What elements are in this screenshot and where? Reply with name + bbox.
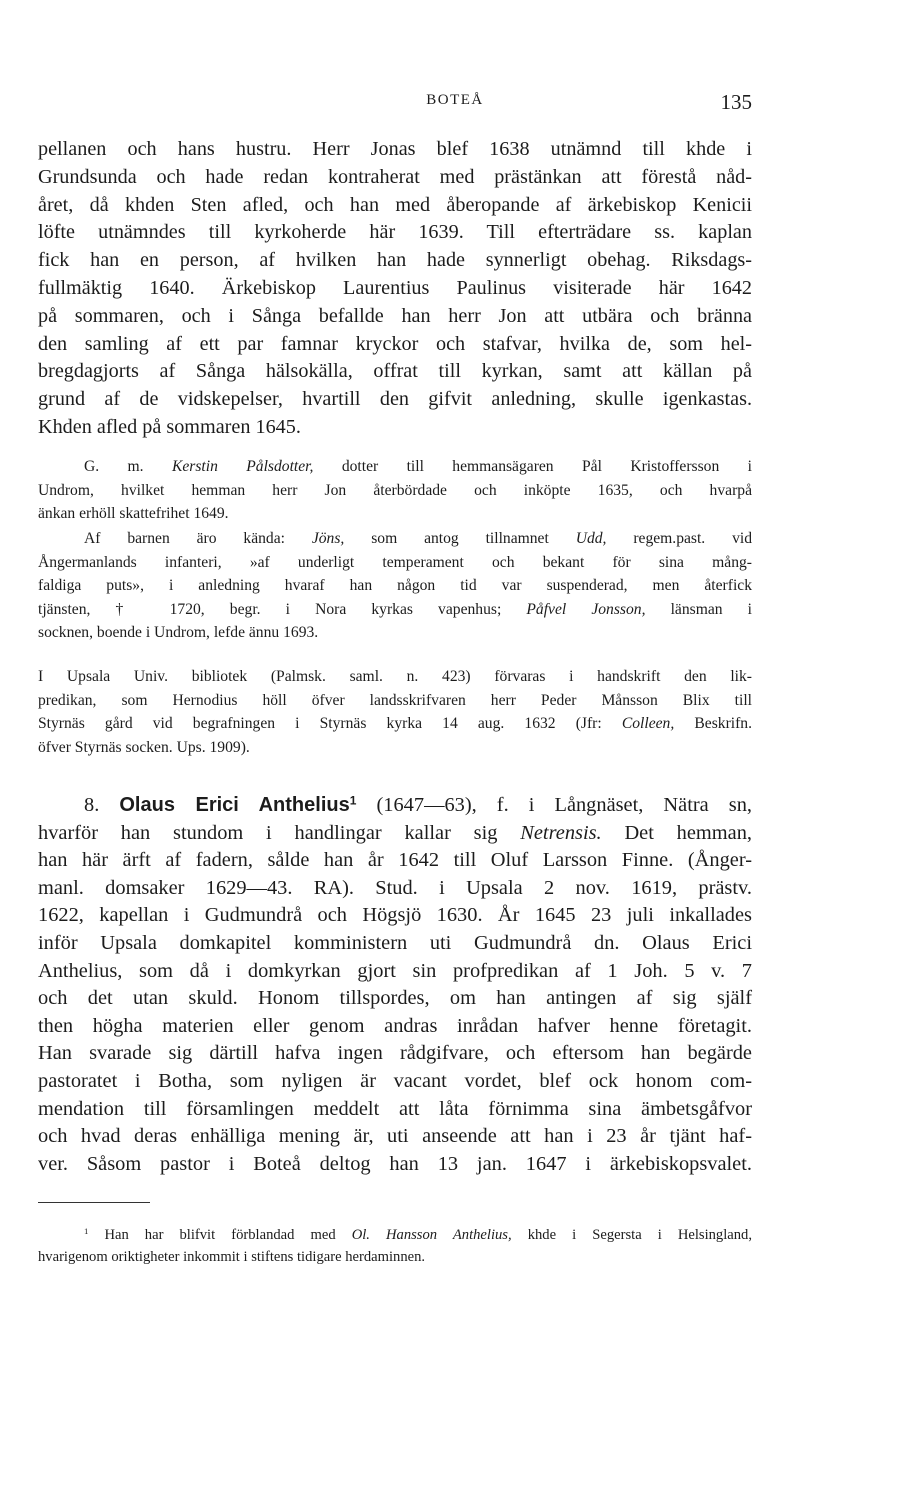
text-line: fick han en person, af hvilken han hade synnerligt obehag. Riksdags- — [38, 249, 752, 272]
text-line: G. m. Kerstin Pålsdotter, dotter till hemmansägaren Pål Kristoffersson i — [84, 458, 752, 475]
author-name: Colleen, — [621, 715, 675, 733]
library-paragraph — [38, 665, 752, 759]
text-line: Af barnen äro kända: Jöns, som antog tillnamnet Udd, regem.past. vid — [84, 530, 752, 547]
text-line: Grundsunda och hade redan kontraherat med prästänkan att förestå nåd- — [38, 165, 752, 188]
text-line: I Upsala Univ. bibliotek (Palmsk. saml. n. 423) förvaras i handskrift den lik- — [38, 668, 752, 685]
son-name: Jöns, — [311, 530, 345, 547]
running-header: BOTEÅ — [426, 92, 484, 108]
entry-heading-line: 8. Olaus Erici Anthelius$^1$ (1647—63), f. i Långnäset, Nätra sn, — [84, 793, 753, 816]
text-line: löfte utnämndes till kyrkoherde här 1639. Till efterträdare ss. kaplan — [38, 221, 752, 244]
entry-name: Olaus Erici Anthelius$^1$ — [119, 793, 357, 816]
footnote-mark: 1 — [349, 793, 357, 808]
text-line: socknen, boende i Undrom, lefde ännu 1693. — [38, 624, 319, 642]
text-line: mendation till församlingen meddelt att låta förnimma sina ämbetsgåfvor — [38, 1097, 752, 1120]
text-line: faldiga puts», i anledning hvaraf han någon tid var suspenderad, men återfick — [38, 577, 752, 595]
text-line: manl. domsaker 1629—43. RA). Stud. i Upsala 2 nov. 1619, prästv. — [38, 876, 752, 899]
text-line: bregdagjorts af Sånga hälsokälla, offrat till kyrkan, samt att källan på — [38, 360, 752, 383]
text-line: Anthelius, som då i domkyrkan gjort sin profpredikan af 1 Joh. 5 v. 7 — [38, 959, 752, 982]
text-line: then högha materien eller genom andras inrådan hafver henne företagit. — [38, 1014, 752, 1037]
text-line: och det utan skuld. Honom tillspordes, om han antingen af sig själf — [38, 987, 752, 1010]
marriage-paragraph — [38, 455, 752, 526]
text-line: på sommaren, och i Sånga befallde han herr Jon att utbära och bränna — [38, 304, 752, 327]
text-line: Khden afled på sommaren 1645. — [38, 415, 301, 438]
text-line: predikan, som Hernodius höll öfver landsskrifvaren herr Peder Månsson Blix till — [38, 691, 752, 709]
children-paragraph — [38, 527, 752, 645]
text-line: grund af de vidskepelser, hvartill den gifvit anledning, skulle igenkastas. — [38, 388, 752, 411]
text-line: han här ärft af fadern, sålde han år 1642 till Oluf Larsson Finne. (Ånger- — [38, 849, 752, 872]
text-line: $^1$ Han har blifvit förblandad med Ol. Hansson Anthelius, khde i Segersta i Helsingland, — [84, 1226, 753, 1243]
text-line: 1622, kapellan i Gudmundrå och Högsjö 1630. År 1645 23 juli inkallades — [38, 904, 752, 927]
text-line: fullmäktig 1640. Ärkebiskop Laurentius Paulinus visiterade här 1642 — [38, 276, 752, 299]
footnote — [38, 1224, 752, 1268]
text-line: hvarför han stundom i handlingar kallar sig Netrensis. Det hemman, — [38, 821, 752, 844]
text-line: pellanen och hans hustru. Herr Jonas blef 1638 utnämnd till khde i — [38, 138, 752, 160]
text-line: inför Upsala domkapitel komministern uti Gudmundrå dn. Olaus Erici — [38, 931, 752, 954]
entry-number: 8. — [84, 794, 100, 816]
text-line: Ångermanlands infanteri, »af underligt temperament och bekant för sina mång- — [38, 553, 752, 571]
text-line: öfver Styrnäs socken. Ups. 1909). — [38, 738, 250, 756]
text-line: året, då khden Sten afled, och han med åberopande af ärkebiskop Kenicii — [38, 193, 752, 216]
text-line: tjänsten, † 1720, begr. i Nora kyrkas vapenhus; Påfvel Jonsson, länsman i — [38, 600, 752, 618]
text-line: ver. Såsom pastor i Boteå deltog han 13 jan. 1647 i ärkebiskopsvalet. — [38, 1152, 752, 1175]
main-paragraph — [38, 136, 752, 442]
latin-name: Netrensis. — [520, 821, 602, 844]
son-name: Påfvel Jonsson, — [526, 600, 646, 618]
surname: Udd, — [575, 530, 607, 547]
text-line: pastoratet i Botha, som nyligen är vacant vordet, blef ock honom com- — [38, 1069, 752, 1092]
text-line: Undrom, hvilket hemman herr Jon återbördade och inköpte 1635, och hvarpå — [38, 481, 752, 499]
entry-paragraph — [38, 792, 752, 1178]
text-line: änkan erhöll skattefrihet 1649. — [38, 505, 229, 523]
wife-name: Kerstin Pålsdotter, — [171, 458, 314, 475]
text-line: hvarigenom oriktigheter inkommit i stiftens tidigare herdaminnen. — [38, 1249, 426, 1265]
page-number: 135 — [720, 90, 752, 114]
footnote-mark: 1 — [84, 1226, 89, 1237]
confused-name: Ol. Hansson Anthelius, — [351, 1227, 512, 1243]
footnote-rule — [38, 1202, 150, 1203]
text-line: den samling af ett par famnar kryckor och stafvar, hvilka de, som hel- — [38, 332, 752, 355]
text-line: Styrnäs gård vid begrafningen i Styrnäs kyrka 14 aug. 1632 (Jfr: Colleen, Beskrifn. — [38, 715, 752, 733]
text-line: Han svarade sig därtill hafva ingen rådgifvare, och eftersom han begärde — [38, 1042, 752, 1065]
text-line: och hvad deras enhälliga mening är, uti anseende att han i 23 år tjänt haf- — [38, 1125, 752, 1148]
